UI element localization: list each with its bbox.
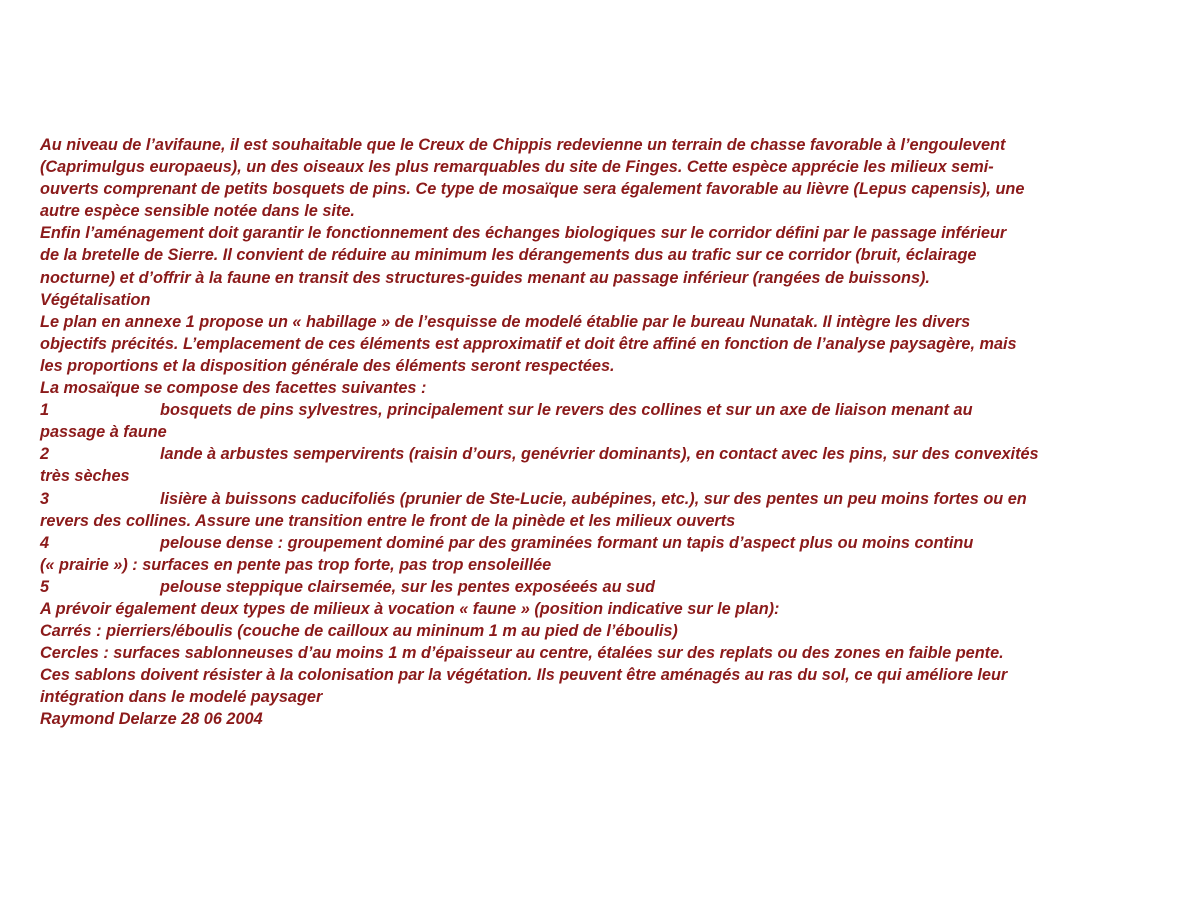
facette-text: lisière à buissons caducifoliés (prunier de Ste-Lucie, aubépines, etc.), sur des pentes un peu moins fortes ou en: [160, 489, 1027, 508]
facette-number: 1: [40, 401, 50, 420]
avifaune-paragraph-line-1: Au niveau de l’avifaune, il est souhaitable que le Creux de Chippis redevienne un terrain de chasse favorable à l’engoulevent: [40, 136, 1006, 154]
cercles-description-line-3: intégration dans le modelé paysager: [40, 688, 323, 707]
facette-number: 5: [40, 577, 50, 596]
facette-text: bosquets de pins sylvestres, principalement sur le revers des collines et sur un axe de liaison menant au: [160, 401, 973, 420]
facette-item-1: [40, 399, 1160, 421]
plan-paragraph-line-2: objectifs précités. L’emplacement de ces éléments est approximatif et doit être affiné en fonction de l’analyse paysagère, mais: [40, 334, 1017, 353]
document-body: [40, 134, 1160, 731]
plan-paragraph-line-1: Le plan en annexe 1 propose un « habillage » de l’esquisse de modelé établie par le bureau Nunatak. Il intègre les divers: [40, 312, 971, 331]
corridor-paragraph-line-1: Enfin l’aménagement doit garantir le fonctionnement des échanges biologiques sur le corridor défini par le passage inférieur: [40, 224, 1007, 243]
facette-item-4: [40, 532, 1160, 554]
corridor-paragraph-line-2: de la bretelle de Sierre. Il convient de réduire au minimum les dérangements dus au trafic sur ce corridor (bruit, éclairage: [40, 246, 977, 265]
facette-text: lande à arbustes sempervirents (raisin d’ours, genévrier dominants), en contact avec les pins, sur des convexités: [160, 445, 1039, 464]
carres-description: Carrés : pierriers/éboulis (couche de cailloux au mininum 1 m au pied de l’éboulis): [40, 622, 678, 641]
facette-number: 3: [40, 489, 50, 508]
avifaune-paragraph-line-2: (Caprimulgus europaeus), un des oiseaux les plus remarquables du site de Finges. Cette espèce apprécie les milieux semi-: [40, 158, 994, 177]
facette-item-1-continuation: passage à faune: [40, 423, 167, 442]
facette-item-4-continuation: (« prairie ») : surfaces en pente pas trop forte, pas trop ensoleillée: [40, 555, 552, 574]
avifaune-paragraph-line-3: ouverts comprenant de petits bosquets de pins. Ce type de mosaïque sera également favorable au lièvre (Lepus capensis), une: [40, 180, 1025, 199]
avifaune-paragraph-line-4: autre espèce sensible notée dans le site.: [40, 202, 355, 221]
cercles-description-line-2: Ces sablons doivent résister à la colonisation par la végétation. Ils peuvent être aménagés au ras du sol, ce qui améliore leur: [40, 666, 1008, 685]
facette-item-2: [40, 443, 1160, 465]
facette-item-5: [40, 576, 1160, 598]
facette-text: pelouse steppique clairsemée, sur les pentes exposéeés au sud: [160, 577, 655, 596]
cercles-description-line-1: Cercles : surfaces sablonneuses d’au moins 1 m d’épaisseur au centre, étalées sur des replats ou des zones en faible pente.: [40, 644, 1004, 663]
plan-paragraph-line-3: les proportions et la disposition générale des éléments seront respectées.: [40, 356, 615, 375]
facette-number: 2: [40, 445, 50, 464]
section-heading-vegetalisation: Végétalisation: [40, 290, 151, 309]
facette-item-2-continuation: très sèches: [40, 467, 130, 486]
facettes-intro: La mosaïque se compose des facettes suivantes :: [40, 379, 427, 398]
faune-milieux-intro: A prévoir également deux types de milieux à vocation « faune » (position indicative sur le plan):: [40, 599, 780, 618]
author-signature-date: Raymond Delarze 28 06 2004: [40, 710, 263, 729]
facette-item-3: [40, 488, 1160, 510]
facette-item-3-continuation: revers des collines. Assure une transition entre le front de la pinède et les milieux ouverts: [40, 511, 736, 530]
facette-text: pelouse dense : groupement dominé par des graminées formant un tapis d’aspect plus ou moins continu: [160, 533, 974, 552]
corridor-paragraph-line-3: nocturne) et d’offrir à la faune en transit des structures-guides menant au passage inférieur (rangées de buissons).: [40, 268, 930, 287]
facette-number: 4: [40, 533, 50, 552]
